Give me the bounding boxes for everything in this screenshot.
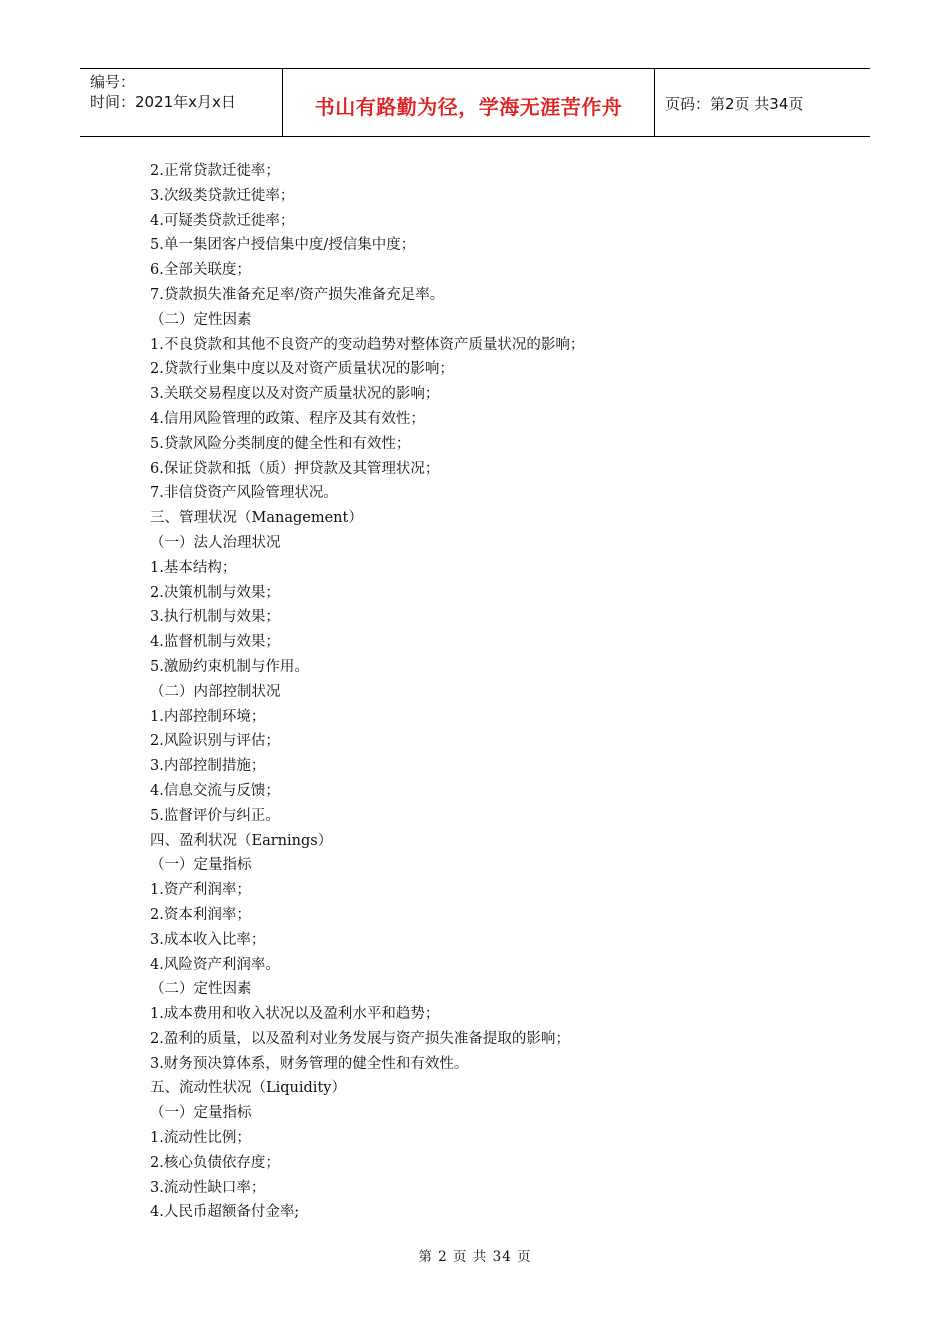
text-line: 7.贷款损失准备充足率/资产损失准备充足率。 xyxy=(150,286,445,303)
text-line: 3.内部控制措施； xyxy=(150,758,266,775)
text-line: 1.成本费用和收入状况以及盈利水平和趋势； xyxy=(150,1006,440,1023)
text-line: 四、盈利状况（Earnings） xyxy=(150,832,333,849)
text-line: （二）定性因素 xyxy=(150,981,252,998)
text-line: 1.不良贷款和其他不良资产的变动趋势对整体资产质量状况的影响； xyxy=(150,336,585,353)
text-line: 2.正常贷款迁徙率； xyxy=(150,163,280,179)
text-line: 1.内部控制环境； xyxy=(150,708,266,725)
text-line: 6.全部关联度； xyxy=(150,262,251,279)
text-line: 3.流动性缺口率； xyxy=(150,1179,266,1196)
text-line: 3.关联交易程度以及对资产质量状况的影响； xyxy=(150,386,440,403)
text-line: 4.信用风险管理的政策、程序及其有效性； xyxy=(150,410,425,427)
document-number-label: 编号： xyxy=(90,73,136,91)
text-line: 2.风险识别与评估； xyxy=(150,733,280,750)
header-page-cell xyxy=(655,69,870,136)
text-line: 三、管理状况（Management） xyxy=(150,510,363,527)
header-motto: 书山有路勤为径，学海无涯苦作舟 xyxy=(314,95,623,119)
text-line: 4.可疑类贷款迁徙率； xyxy=(150,212,295,229)
text-line: 1.流动性比例； xyxy=(150,1130,251,1147)
text-line: （二）内部控制状况 xyxy=(150,683,281,700)
text-line: （一）定量指标 xyxy=(150,857,252,874)
text-line: 4.监督机制与效果； xyxy=(150,634,280,651)
text-line: 7.非信贷资产风险管理状况。 xyxy=(150,485,338,502)
text-line: 4.风险资产利润率。 xyxy=(150,956,280,973)
page-header xyxy=(80,68,870,137)
text-line: 3.次级类贷款迁徙率； xyxy=(150,187,295,204)
text-line: 4.信息交流与反馈； xyxy=(150,782,280,799)
text-line: 2.盈利的质量，以及盈利对业务发展与资产损失准备提取的影响； xyxy=(150,1030,570,1047)
text-line: （一）定量指标 xyxy=(150,1105,252,1122)
text-line: 5.监督评价与纠正。 xyxy=(150,807,280,824)
text-line: 3.成本收入比率； xyxy=(150,931,266,948)
header-meta-cell xyxy=(80,69,283,136)
header-motto-cell xyxy=(283,69,655,136)
text-line: 5.激励约束机制与作用。 xyxy=(150,658,309,675)
text-line: 1.资产利润率； xyxy=(150,882,251,899)
text-line: （一）法人治理状况 xyxy=(150,534,281,551)
text-line: 3.财务预决算体系，财务管理的健全性和有效性。 xyxy=(150,1055,469,1072)
text-line: 1.基本结构； xyxy=(150,559,237,576)
text-line: 3.执行机制与效果； xyxy=(150,609,280,626)
text-line: 2.核心负债依存度； xyxy=(150,1154,280,1171)
text-line: 5.单一集团客户授信集中度/授信集中度； xyxy=(150,237,416,254)
text-line: 2.资本利润率； xyxy=(150,906,251,923)
text-line: 6.保证贷款和抵（质）押贷款及其管理状况； xyxy=(150,460,440,477)
text-line: 4.人民币超额备付金率; xyxy=(150,1204,300,1221)
document-body xyxy=(150,159,810,1225)
text-line: （二）定性因素 xyxy=(150,311,252,328)
page-footer: 第 2 页 共 34 页 xyxy=(418,1249,532,1265)
document-time-label: 时间：2021年x月x日 xyxy=(90,93,236,111)
header-page-number: 页码：第2页 共34页 xyxy=(665,95,804,113)
text-line: 2.贷款行业集中度以及对资产质量状况的影响； xyxy=(150,361,454,378)
text-line: 5.贷款风险分类制度的健全性和有效性； xyxy=(150,435,411,452)
text-line: 2.决策机制与效果； xyxy=(150,584,280,601)
text-line: 五、流动性状况（Liquidity） xyxy=(150,1080,346,1097)
